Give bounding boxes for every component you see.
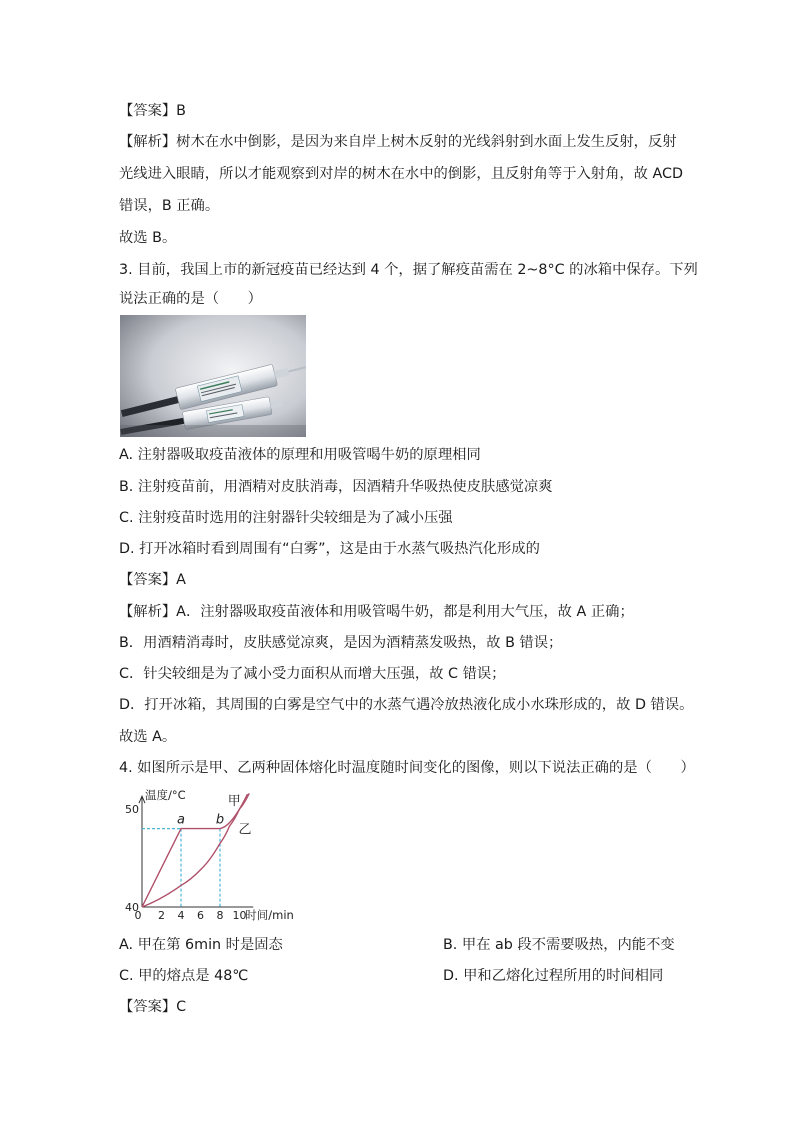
analysis-q2-line2: 光线进入眼睛，所以才能观察到对岸的树木在水中的倒影，且反射角等于入射角，故 ACD bbox=[119, 166, 684, 182]
option-3a: A. 注射器吸取疫苗液体的原理和用吸管喝牛奶的原理相同 bbox=[119, 447, 481, 463]
point-label-b: b bbox=[215, 812, 225, 828]
answer-label-q3: 【答案】A bbox=[119, 572, 186, 588]
y-tick-label: 40 bbox=[125, 901, 139, 914]
y-axis-title: 温度/°C bbox=[145, 788, 186, 802]
analysis-q3-c: C．针尖较细是为了减小受力面积从而增大压强，故 C 错误； bbox=[119, 666, 506, 682]
x-axis-title: 时间/min bbox=[245, 908, 294, 922]
melting-curve-chart bbox=[119, 784, 319, 924]
option-4c: C. 甲的熔点是 48℃ bbox=[119, 968, 249, 984]
conclusion-q3: 故选 A。 bbox=[119, 729, 177, 745]
x-tick-label: 0 bbox=[134, 909, 142, 922]
series-jia-line bbox=[142, 794, 248, 907]
series-label-yi: 乙 bbox=[238, 822, 252, 838]
option-3b: B. 注射疫苗前，用酒精对皮肤消毒，因酒精升华吸热使皮肤感觉凉爽 bbox=[119, 479, 553, 495]
x-tick-label: 10 bbox=[232, 909, 247, 922]
series-yi-line bbox=[142, 793, 249, 907]
option-4a: A. 甲在第 6min 时是固态 bbox=[119, 937, 283, 953]
analysis-q2-line3: 错误，B 正确。 bbox=[119, 198, 220, 214]
option-3c: C. 注射疫苗时选用的注射器针尖较细是为了减小压强 bbox=[119, 510, 453, 526]
vaccine-syringe-photo bbox=[120, 315, 306, 437]
analysis-q2-line1: 【解析】树木在水中倒影，是因为来自岸上树木反射的光线斜射到水面上发生反射，反射 bbox=[119, 134, 677, 150]
series-label-jia: 甲 bbox=[227, 794, 241, 810]
x-tick-label: 6 bbox=[197, 909, 204, 922]
point-label-a: a bbox=[177, 812, 185, 828]
analysis-q3-d: D．打开冰箱，其周围的白雾是空气中的水蒸气遇冷放热液化成小水珠形成的，故 D 错误。 bbox=[119, 697, 694, 713]
option-4d: D. 甲和乙熔化过程所用的时间相同 bbox=[443, 968, 664, 984]
option-4b: B. 甲在 ab 段不需要吸热，内能不变 bbox=[443, 937, 675, 953]
answer-label-q2: 【答案】B bbox=[119, 103, 186, 119]
x-tick-label: 8 bbox=[216, 909, 224, 922]
option-3d: D. 打开冰箱时看到周围有“白雾”，这是由于水蒸气吸热汽化形成的 bbox=[119, 541, 540, 557]
analysis-q3-a: 【解析】A．注射器吸取疫苗液体和用吸管喝牛奶，都是利用大气压，故 A 正确； bbox=[119, 604, 634, 620]
x-tick-label: 2 bbox=[158, 909, 165, 922]
question-3-stem-line1: 3. 目前，我国上市的新冠疫苗已经达到 4 个，据了解疫苗需在 2~8°C 的冰箱中保存。下列 bbox=[119, 262, 698, 278]
answer-label-q4: 【答案】C bbox=[119, 999, 187, 1015]
question-4-stem: 4. 如图所示是甲、乙两种固体熔化时温度随时间变化的图像，则以下说法正确的是（ ） bbox=[119, 760, 695, 776]
conclusion-q2: 故选 B。 bbox=[119, 230, 177, 246]
y-tick-label: 50 bbox=[125, 803, 139, 816]
x-tick-label: 4 bbox=[177, 909, 185, 922]
analysis-q3-b: B．用酒精消毒时，皮肤感觉凉爽，是因为酒精蒸发吸热，故 B 错误； bbox=[119, 635, 563, 651]
question-3-stem-line2: 说法正确的是（ ） bbox=[119, 291, 262, 307]
